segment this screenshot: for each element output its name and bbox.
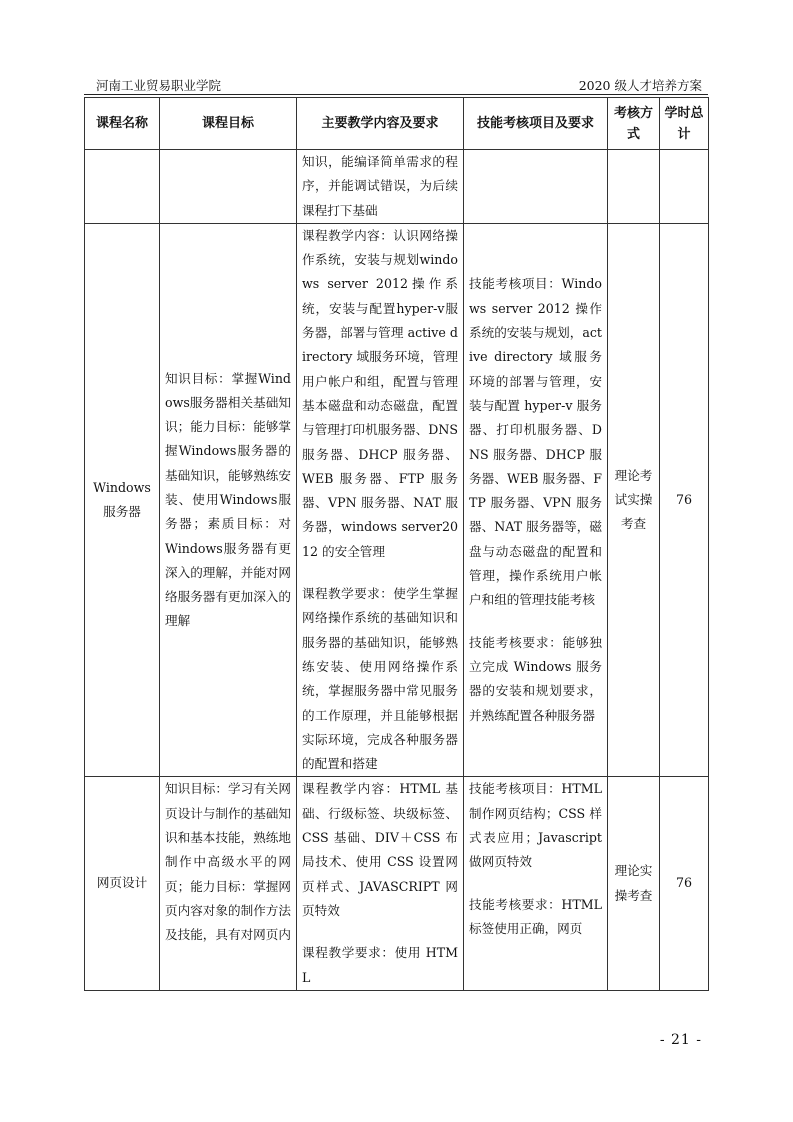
content-paragraph: 课程教学内容：HTML 基础、行级标签、块级标签、CSS 基础、DIV＋CSS 布局技术、使用 CSS 设置网页样式、JAVASCRIPT 网页特效 — [302, 781, 458, 918]
curriculum-table — [84, 97, 709, 991]
page-number: - 21 - — [659, 1032, 702, 1048]
course-goal-cell — [160, 150, 297, 224]
assessment-cell: 理论考试实操考查 — [608, 223, 660, 777]
skills-paragraph: 技能考核要求：HTML 标签使用正确，网页 — [469, 896, 602, 936]
hours-cell — [660, 150, 709, 224]
assessment-cell — [608, 150, 660, 224]
hours-cell: 76 — [660, 777, 709, 990]
table-row — [85, 223, 709, 777]
content-paragraph: 课程教学内容：认识网络操作系统，安装与规划windows server 2012操作系统，安装与配置hyper-v服务器，部署与管理 active directory 域服务环境，管理用户帐户和组，配置与管理基本磁盘和动态磁盘，配置与管理打印机服务器、DNS 服务器、DHCP 服务器、WEB 服务器、FTP 服务器、VPN 服务器、NAT 服务器，windows server2012 的安全管理 — [302, 227, 458, 559]
content-paragraph: 课程教学要求：使用 HTML — [302, 945, 458, 985]
table-row — [85, 777, 709, 990]
col-header-content: 主要教学内容及要求 — [297, 98, 464, 150]
col-header-assessment: 考核方式 — [608, 98, 660, 150]
course-name-cell: Windows 服务器 — [85, 223, 160, 777]
course-content-cell — [297, 223, 464, 777]
col-header-course: 课程名称 — [85, 98, 160, 150]
course-goal-cell: 知识目标：掌握Windows服务器相关基础知识；能力目标：能够掌握Windows服务器的基础知识，能够熟练安装、使用Windows服务器；素质目标：对Windows服务器有更深入的理解，并能对网络服务器有更加深入的理解 — [160, 223, 297, 777]
col-header-hours: 学时总计 — [660, 98, 709, 150]
skills-paragraph: 技能考核项目：HTML 制作网页结构；CSS 样式表应用；Javascript 做网页特效 — [469, 781, 602, 870]
course-name-cell: 网页设计 — [85, 777, 160, 990]
skills-cell — [464, 223, 608, 777]
course-content-cell — [297, 777, 464, 990]
assessment-cell: 理论实操考查 — [608, 777, 660, 990]
course-name-cell — [85, 150, 160, 224]
header-doc-title: 2020 级人才培养方案 — [578, 78, 702, 93]
content-paragraph: 知识，能编译简单需求的程序，并能调试错误，为后续课程打下基础 — [302, 154, 458, 218]
skills-cell — [464, 777, 608, 990]
skills-paragraph: 技能考核项目：Windows server 2012 操作系统的安装与规划，active directory 域服务环境的部署与管理，安装与配置 hyper-v 服务器、打印机服务器、DNS 服务器、DHCP 服务器、WEB 服务器、FTP 服务器、VPN 服务器、NAT 服务器等，磁盘与动态磁盘的配置和管理，操作系统用户帐户和组的管理技能考核 — [469, 276, 602, 608]
header-rule — [84, 94, 708, 95]
content-paragraph: 课程教学要求：使学生掌握网络操作系统的基础知识和服务器的基础知识，能够熟练安装、使用网络操作系统，掌握服务器中常见服务的工作原理，并且能够根据实际环境，完成各种服务器的配置和搭建 — [302, 586, 458, 772]
col-header-goal: 课程目标 — [160, 98, 297, 150]
hours-cell: 76 — [660, 223, 709, 777]
course-goal-cell: 知识目标：学习有关网页设计与制作的基础知识和基本技能，熟练地制作中高级水平的网页；能力目标：掌握网页内容对象的制作方法及技能，具有对网页内 — [160, 777, 297, 990]
table-header-row — [85, 98, 709, 150]
header-school: 河南工业贸易职业学院 — [96, 78, 222, 93]
course-content-cell — [297, 150, 464, 224]
skills-paragraph: 技能考核要求：能够独立完成 Windows 服务器的安装和规划要求，并熟练配置各种服务器 — [469, 634, 602, 723]
table-row — [85, 150, 709, 224]
skills-cell — [464, 150, 608, 224]
col-header-skills: 技能考核项目及要求 — [464, 98, 608, 150]
